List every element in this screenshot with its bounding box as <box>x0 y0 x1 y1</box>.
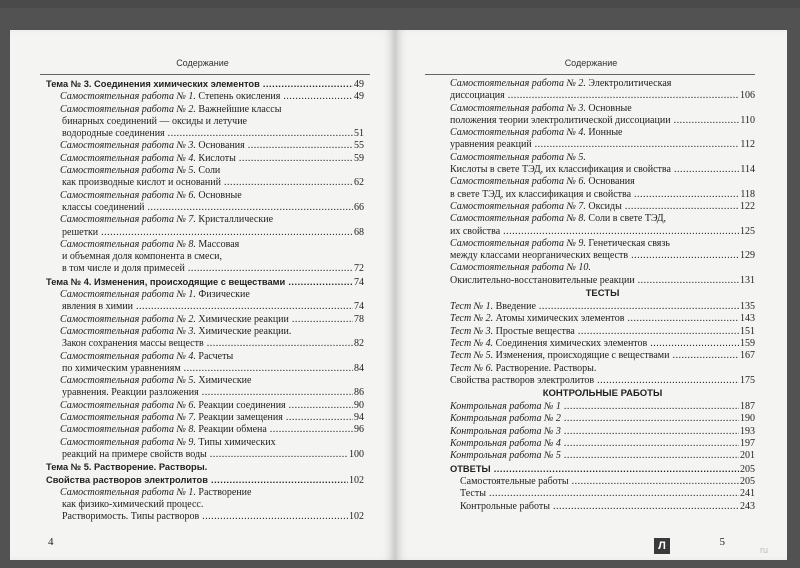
toc-entry-title: Окислительно-восстановительные реакции <box>450 274 635 286</box>
toc-entry[interactable] <box>450 338 755 350</box>
toc-entry-title: Самостоятельная работа № 2. <box>60 313 196 325</box>
toc-entry[interactable] <box>450 127 755 139</box>
toc-entry-title: как физико-химический процесс. <box>62 499 204 511</box>
toc-entry-subtitle: Физические <box>195 289 250 301</box>
toc-entry[interactable] <box>450 139 755 151</box>
toc-entry-title: Тема № 5. Растворение. Растворы. <box>46 462 208 473</box>
toc-entry[interactable] <box>46 91 364 103</box>
toc-page-number: 78 <box>354 313 364 325</box>
header-rule <box>425 74 755 75</box>
left-page <box>10 30 395 560</box>
toc-entry-subtitle: Степень окисления <box>195 91 281 103</box>
toc-entry[interactable] <box>46 449 364 461</box>
toc-entry[interactable] <box>46 400 364 412</box>
toc-entry-title: их свойства <box>450 225 501 237</box>
toc-entry[interactable] <box>450 326 755 338</box>
toc-entry[interactable] <box>46 487 364 499</box>
toc-entry-title: в свете ТЭД, их классификация и свойства <box>450 188 632 200</box>
toc-entry[interactable] <box>46 140 364 152</box>
toc-entry[interactable] <box>450 262 755 274</box>
toc-entry[interactable] <box>450 115 755 127</box>
toc-entry[interactable] <box>46 461 364 473</box>
toc-page-number: 114 <box>740 164 755 176</box>
toc-entry[interactable] <box>450 450 755 462</box>
toc-entry-subtitle: Изменения, происходящие с веществами <box>493 350 670 362</box>
toc-entry-title: бинарных соединений — оксиды и летучие <box>62 115 247 127</box>
toc-entry[interactable] <box>450 363 755 375</box>
toc-entry-title: Самостоятельная работа № 8. <box>450 213 586 225</box>
toc-entry-title: Самостоятельная работа № 2. <box>450 78 586 89</box>
toc-page-number: 187 <box>740 401 755 413</box>
toc-entry-subtitle: Генетическая связь <box>585 237 670 249</box>
toc-entry[interactable] <box>46 165 364 177</box>
toc-entry[interactable] <box>450 375 755 387</box>
toc-entry[interactable] <box>450 301 755 313</box>
toc-entry[interactable] <box>450 313 755 325</box>
toc-page-number: 74 <box>354 301 364 313</box>
toc-entry-title: Контрольная работа № 1 <box>450 401 561 413</box>
toc-entry-title: Кислоты в свете ТЭД, их классификация и свойства <box>450 164 671 176</box>
toc-entry[interactable] <box>450 413 755 425</box>
section-heading: КОНТРОЛЬНЫЕ РАБОТЫ <box>542 388 663 400</box>
toc-entry-title: Тест № 2. <box>450 313 494 325</box>
toc-page-number: 197 <box>740 438 755 450</box>
toc-entry-title: Тест № 5. <box>450 350 494 362</box>
toc-entry-title: Тема № 3. Соединения химических элементов <box>46 79 260 89</box>
toc-page-number: 49 <box>354 79 364 90</box>
toc-entry[interactable] <box>46 116 364 128</box>
toc-entry-title: Тест № 3. <box>450 325 494 337</box>
toc-entry[interactable] <box>450 226 755 238</box>
toc-entry-subtitle: Основания <box>585 176 635 188</box>
toc-entry-title: Самостоятельная работа № 3. <box>60 325 196 337</box>
toc-entry[interactable] <box>46 474 364 487</box>
toc-entry[interactable] <box>46 363 364 375</box>
toc-entry-title: Самостоятельная работа № 3. <box>60 140 196 152</box>
toc-entry[interactable] <box>46 177 364 189</box>
toc-entry-title: классы соединений <box>62 201 145 213</box>
toc-entry[interactable] <box>46 263 364 275</box>
toc-page-number: 82 <box>354 338 364 350</box>
header-rule <box>40 74 370 75</box>
toc-entry[interactable] <box>46 301 364 313</box>
toc-entry-title: Тест № 6. <box>450 362 494 374</box>
toc-entry-title: решетки <box>62 226 99 238</box>
toc-entry[interactable] <box>450 238 755 250</box>
watermark: ru <box>760 545 769 555</box>
toc-entry[interactable] <box>450 189 755 201</box>
toc-entry-subtitle: Соединения химических элементов <box>493 337 648 349</box>
toc-page-number: 131 <box>740 274 755 286</box>
toc-entry-subtitle: Кислоты <box>195 152 236 164</box>
toc-page-number: 175 <box>740 374 755 386</box>
toc-entry[interactable] <box>450 350 755 362</box>
section-heading: ТЕСТЫ <box>585 288 620 300</box>
toc-entry[interactable] <box>46 424 364 436</box>
toc-page-number: 190 <box>740 413 755 425</box>
toc-entry-title: Контрольная работа № 4 <box>450 438 561 450</box>
toc-entry-title: Тема № 4. Изменения, происходящие с веществами <box>46 276 286 287</box>
toc-entry[interactable] <box>46 153 364 165</box>
toc-entry-title: Свойства растворов электролитов <box>450 374 595 386</box>
toc-entry[interactable] <box>46 326 364 338</box>
toc-entry[interactable] <box>46 387 364 399</box>
toc-entry-title: как производные кислот и оснований <box>62 177 221 189</box>
toc-entry-title: реакций на примере свойств воды <box>62 448 207 460</box>
toc-page-number: 205 <box>740 463 755 475</box>
toc-page-number: 96 <box>354 424 364 436</box>
toc-entry[interactable] <box>450 463 755 476</box>
toc-entry-title: водородные соединения <box>62 128 165 140</box>
toc-entry[interactable] <box>46 351 364 363</box>
toc-entry[interactable] <box>450 250 755 262</box>
toc-entry-title: Самостоятельная работа № 4. <box>450 127 586 139</box>
toc-entry-title: уравнения. Реакции разложения <box>62 387 199 399</box>
toc-entry-subtitle: Реакции замещения <box>195 412 283 424</box>
toc-entry[interactable] <box>46 338 364 350</box>
toc-page-number: 106 <box>740 90 755 102</box>
toc-entry-title: Самостоятельные работы <box>460 475 569 487</box>
toc-entry[interactable] <box>450 164 755 176</box>
toc-entry-subtitle: Соли в свете ТЭД, <box>585 213 667 225</box>
toc-entry[interactable] <box>450 275 755 287</box>
toc-page-number: 84 <box>354 362 364 374</box>
toc-entry-subtitle: Атомы химических элементов <box>493 313 625 325</box>
toc-page-number: 86 <box>354 387 364 399</box>
toc-entry-title: Тест № 4. <box>450 337 494 349</box>
toc-entry-title: Самостоятельная работа № 2. <box>60 103 196 115</box>
toc-entry[interactable] <box>46 104 364 116</box>
toc-entry[interactable] <box>46 214 364 226</box>
toc-entry-title: Самостоятельная работа № 5. <box>60 375 196 387</box>
toc-page-number: 90 <box>354 399 364 411</box>
toc-page-number: 167 <box>740 350 755 362</box>
toc-page-number: 66 <box>354 201 364 213</box>
toc-page-number: 122 <box>740 200 755 212</box>
toc-page-number: 102 <box>349 474 364 486</box>
toc-page-number: 193 <box>740 425 755 437</box>
table-of-contents-left <box>46 78 364 524</box>
toc-entry-subtitle: Основные <box>195 189 242 201</box>
toc-entry-subtitle: Соли <box>195 165 221 177</box>
toc-entry-title: Самостоятельная работа № 9. <box>60 436 196 448</box>
toc-page-number: 72 <box>354 263 364 275</box>
toc-entry[interactable] <box>46 202 364 214</box>
toc-entry[interactable] <box>46 251 364 263</box>
toc-page-number: 241 <box>740 488 755 500</box>
toc-entry-subtitle: Важнейшие классы <box>195 103 282 115</box>
toc-entry-title: Свойства растворов электролитов <box>46 474 208 485</box>
toc-entry[interactable] <box>46 239 364 251</box>
toc-entry-title: Самостоятельная работа № 4. <box>60 152 196 164</box>
running-header: Содержание <box>176 58 229 68</box>
toc-entry[interactable] <box>450 176 755 188</box>
toc-entry-title: Самостоятельная работа № 7. <box>60 214 196 226</box>
toc-entry-title: Самостоятельная работа № 10. <box>450 262 591 274</box>
toc-page-number: 112 <box>740 139 755 151</box>
toc-entry-title: ОТВЕТЫ <box>450 463 491 474</box>
toc-entry[interactable] <box>450 426 755 438</box>
toc-entry-subtitle: Химические реакции <box>195 313 289 325</box>
page-number: 5 <box>719 536 725 548</box>
toc-entry[interactable] <box>450 501 755 513</box>
toc-page-number: 151 <box>740 325 755 337</box>
toc-entry-title: положения теории электролитической диссоциации <box>450 114 671 126</box>
toc-page-number: 143 <box>740 313 755 325</box>
toc-entry-title: в том числе и доля примесей <box>62 263 185 275</box>
toc-page-number: 100 <box>349 448 364 460</box>
toc-entry-title: Самостоятельная работа № 4. <box>60 350 196 362</box>
toc-entry-title: и объемная доля компонента в смеси, <box>62 251 222 263</box>
toc-entry[interactable] <box>450 103 755 115</box>
toc-entry-subtitle: Реакции обмена <box>195 424 267 436</box>
toc-entry-title: Самостоятельная работа № 1. <box>60 486 196 498</box>
toc-entry[interactable] <box>450 201 755 213</box>
toc-entry-subtitle: Ионные <box>585 127 623 139</box>
toc-page-number: 205 <box>740 475 755 487</box>
toc-entry-title: Тесты <box>460 488 486 500</box>
toc-entry[interactable] <box>46 499 364 511</box>
toc-entry-title: диссоциация <box>450 90 505 102</box>
toc-entry-title: Самостоятельная работа № 8. <box>60 424 196 436</box>
toc-entry-subtitle: Массовая <box>195 238 240 250</box>
toc-entry-subtitle: Реакции соединения <box>195 399 286 411</box>
toc-entry-title: Закон сохранения массы веществ <box>62 338 204 350</box>
toc-entry[interactable] <box>450 78 755 90</box>
page-number: 4 <box>48 536 54 548</box>
toc-entry[interactable] <box>450 476 755 488</box>
toc-page-number: 94 <box>354 412 364 424</box>
toc-entry-title: Растворимость. Типы растворов <box>62 511 200 523</box>
book-spread <box>0 8 800 568</box>
toc-entry-title: Контрольная работа № 5 <box>450 450 561 462</box>
toc-entry-subtitle: Простые вещества <box>493 325 575 337</box>
toc-page-number: 49 <box>354 91 364 103</box>
toc-entry-subtitle: Химические реакции. <box>195 325 292 337</box>
toc-entry[interactable] <box>450 213 755 225</box>
toc-entry[interactable] <box>46 227 364 239</box>
toc-entry-title: Контрольная работа № 3 <box>450 425 561 437</box>
toc-entry-title: Самостоятельная работа № 1. <box>60 289 196 301</box>
toc-page-number: 68 <box>354 226 364 238</box>
toc-entry-title: Самостоятельная работа № 8. <box>60 238 196 250</box>
toc-entry[interactable] <box>46 375 364 387</box>
toc-entry[interactable] <box>46 276 364 289</box>
toc-entry[interactable] <box>450 152 755 164</box>
toc-page-number: 62 <box>354 177 364 189</box>
toc-entry[interactable] <box>46 78 364 91</box>
toc-page-number: 118 <box>740 188 755 200</box>
toc-entry-title: Самостоятельная работа № 5. <box>450 151 586 163</box>
toc-entry-subtitle: Типы химических <box>195 436 276 448</box>
toc-entry-title: Самостоятельная работа № 3. <box>450 102 586 114</box>
toc-page-number: 201 <box>740 450 755 462</box>
toc-entry-subtitle: Расчеты <box>195 350 234 362</box>
toc-page-number: 74 <box>354 276 364 288</box>
toc-entry[interactable] <box>46 511 364 523</box>
toc-entry-title: Самостоятельная работа № 6. <box>450 176 586 188</box>
toc-page-number: 51 <box>354 128 364 140</box>
toc-entry[interactable] <box>450 401 755 413</box>
toc-entry-title: Контрольная работа № 2 <box>450 413 561 425</box>
toc-page-number: 135 <box>740 301 755 313</box>
toc-entry[interactable] <box>46 128 364 140</box>
toc-entry-subtitle: Оксиды <box>585 200 622 212</box>
toc-entry-title: между классами неорганических веществ <box>450 250 629 262</box>
toc-entry-subtitle: Введение <box>493 301 536 313</box>
toc-entry[interactable] <box>450 488 755 500</box>
toc-entry-title: уравнения реакций <box>450 139 532 151</box>
toc-entry[interactable] <box>450 438 755 450</box>
toc-entry-title: Самостоятельная работа № 6. <box>60 189 196 201</box>
toc-entry-title: Самостоятельная работа № 5. <box>60 165 196 177</box>
toc-page-number: 55 <box>354 140 364 152</box>
toc-entry-title: явления в химии <box>62 301 134 313</box>
toc-entry-title: Самостоятельная работа № 7. <box>450 200 586 212</box>
running-header: Содержание <box>564 58 618 68</box>
toc-entry-subtitle: Кристаллические <box>195 214 274 226</box>
toc-entry[interactable] <box>46 412 364 424</box>
toc-entry-title: Самостоятельная работа № 7. <box>60 412 196 424</box>
publisher-logo: Л <box>654 538 670 554</box>
toc-entry-subtitle: Растворение. Растворы. <box>493 362 597 374</box>
toc-entry-title: Самостоятельная работа № 1. <box>60 91 196 103</box>
toc-entry-subtitle: Основания <box>195 140 245 152</box>
toc-entry[interactable] <box>46 437 364 449</box>
toc-entry[interactable] <box>46 314 364 326</box>
toc-page-number: 159 <box>740 337 755 349</box>
right-page <box>395 30 787 560</box>
toc-entry-subtitle: Электролитическая <box>585 78 672 89</box>
toc-page-number: 102 <box>349 511 364 523</box>
toc-entry-title: Самостоятельная работа № 6. <box>60 399 196 411</box>
toc-entry-subtitle: Химические <box>195 375 252 387</box>
toc-entry[interactable] <box>450 90 755 102</box>
toc-page-number: 59 <box>354 152 364 164</box>
toc-entry[interactable] <box>46 289 364 301</box>
toc-page-number: 129 <box>740 250 755 262</box>
toc-entry-subtitle: Основные <box>585 102 632 114</box>
toc-page-number: 110 <box>740 114 755 126</box>
toc-entry-title: Контрольные работы <box>460 500 550 512</box>
toc-entry[interactable] <box>46 190 364 202</box>
toc-entry-title: Самостоятельная работа № 9. <box>450 237 586 249</box>
toc-page-number: 243 <box>740 500 755 512</box>
toc-entry-subtitle: Растворение <box>195 486 252 498</box>
toc-page-number: 125 <box>740 225 755 237</box>
toc-entry-title: по химическим уравнениям <box>62 362 181 374</box>
toc-entry-title: Тест № 1. <box>450 301 494 313</box>
table-of-contents-right <box>450 78 755 513</box>
